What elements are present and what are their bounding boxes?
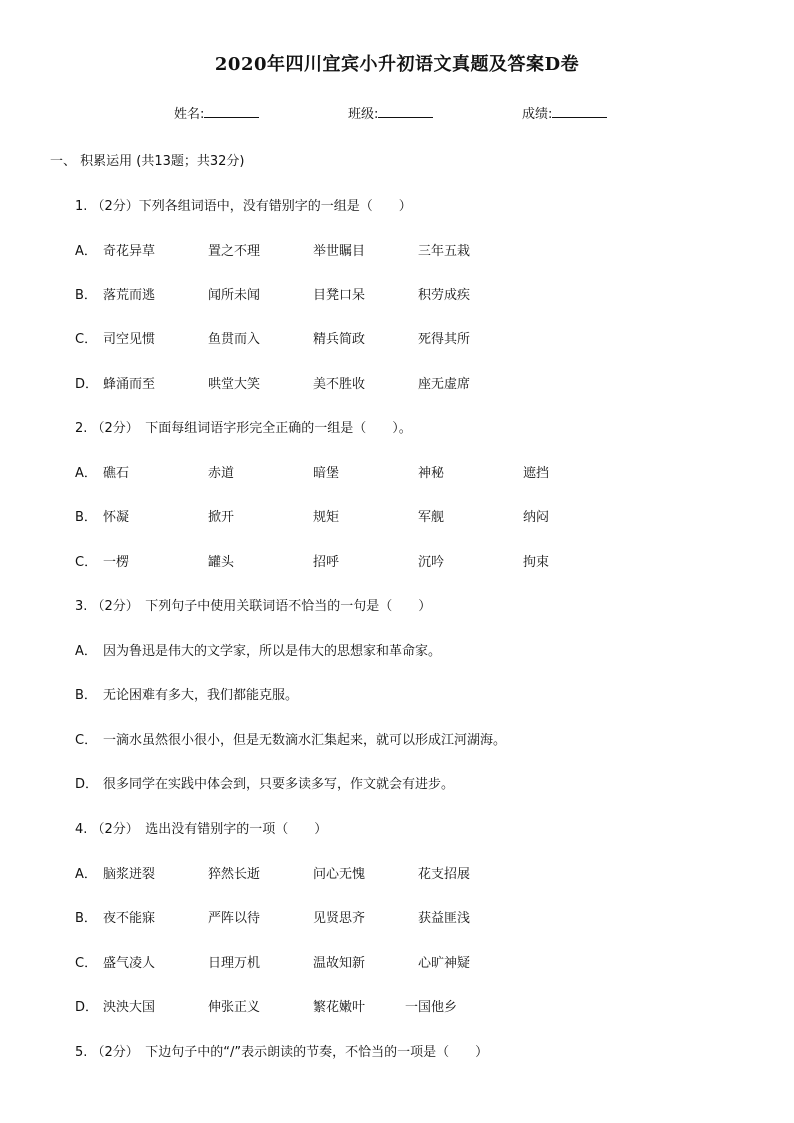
option-letter: D． <box>75 377 99 392</box>
option-letter: B． <box>75 510 97 525</box>
option-word: 遮挡 <box>523 466 550 481</box>
option-word: 精兵简政 <box>313 332 366 347</box>
option-text: 无论困难有多大，我们都能克服。 <box>103 688 299 703</box>
option-letter: B． <box>75 688 97 703</box>
option-word: 三年五栽 <box>418 244 471 259</box>
option-word: 招呼 <box>313 555 340 570</box>
name-field <box>174 103 259 122</box>
option-word: 蜂涌而至 <box>103 377 156 392</box>
score-blank[interactable] <box>552 104 607 118</box>
class-field <box>348 103 433 122</box>
option-word: 泱泱大国 <box>103 1000 156 1015</box>
option-word: 军舰 <box>418 510 445 525</box>
option-letter: D． <box>75 777 99 792</box>
score-label: 成绩: <box>522 107 553 122</box>
question-3-stem: 3. （2分） 下列句子中使用关联词语不恰当的一句是（ ） <box>75 599 432 614</box>
option-word: 脑浆迸裂 <box>103 867 156 882</box>
option-word: 美不胜收 <box>313 377 366 392</box>
option-letter: A． <box>75 466 97 481</box>
option-word: 拘束 <box>523 555 550 570</box>
option-word: 心旷神疑 <box>418 956 471 971</box>
option-letter: A． <box>75 867 97 882</box>
option-letter: C． <box>75 332 98 347</box>
option-word: 死得其所 <box>418 332 471 347</box>
question-1-stem: 1. （2分）下列各组词语中，没有错别字的一组是（ ） <box>75 199 412 214</box>
option-word: 一楞 <box>103 555 130 570</box>
option-word: 司空见惯 <box>103 332 156 347</box>
question-4-stem: 4. （2分） 选出没有错别字的一项（ ） <box>75 822 328 837</box>
option-word: 神秘 <box>418 466 445 481</box>
option-word: 盛气凌人 <box>103 956 156 971</box>
option-word: 奇花异草 <box>103 244 156 259</box>
option-word: 礁石 <box>103 466 130 481</box>
section-heading: 一、 积累运用 (共13题；共32分) <box>50 154 245 169</box>
option-word: 日理万机 <box>208 956 261 971</box>
option-word: 怀凝 <box>103 510 130 525</box>
option-word: 温故知新 <box>313 956 366 971</box>
option-word: 座无虚席 <box>418 377 471 392</box>
option-word: 花支招展 <box>418 867 471 882</box>
option-word: 举世瞩目 <box>313 244 366 259</box>
option-text: 因为鲁迅是伟大的文学家，所以是伟大的思想家和革命家。 <box>103 644 442 659</box>
option-word: 哄堂大笑 <box>208 377 261 392</box>
option-letter: A． <box>75 644 97 659</box>
class-label: 班级: <box>348 107 379 122</box>
question-5-stem: 5. （2分） 下边句子中的“/”表示朗读的节奏，不恰当的一项是（ ） <box>75 1045 489 1060</box>
name-label: 姓名: <box>174 107 205 122</box>
option-word: 夜不能寐 <box>103 911 156 926</box>
option-text: 一滴水虽然很小很小，但是无数滴水汇集起来，就可以形成江河湖海。 <box>103 733 507 748</box>
option-word: 掀开 <box>208 510 235 525</box>
option-word: 获益匪浅 <box>418 911 471 926</box>
option-word: 落荒而逃 <box>103 288 156 303</box>
option-word: 赤道 <box>208 466 235 481</box>
option-word: 鱼贯而入 <box>208 332 261 347</box>
option-word: 目凳口呆 <box>313 288 366 303</box>
option-letter: B． <box>75 288 97 303</box>
option-word: 问心无愧 <box>313 867 366 882</box>
student-info-row <box>0 103 794 123</box>
option-word: 暗堡 <box>313 466 340 481</box>
option-word: 猝然长逝 <box>208 867 261 882</box>
option-word: 纳闷 <box>523 510 550 525</box>
option-letter: C． <box>75 956 98 971</box>
name-blank[interactable] <box>204 104 259 118</box>
option-word: 积劳成疾 <box>418 288 471 303</box>
question-2-stem: 2. （2分） 下面每组词语字形完全正确的一组是（ ）。 <box>75 421 412 436</box>
option-letter: D． <box>75 1000 99 1015</box>
option-text: 很多同学在实践中体会到，只要多读多写，作文就会有进步。 <box>103 777 455 792</box>
option-word: 伸张正义 <box>208 1000 261 1015</box>
option-word: 严阵以待 <box>208 911 261 926</box>
option-word: 闻所未闻 <box>208 288 261 303</box>
option-word: 见贤思齐 <box>313 911 366 926</box>
option-word: 一国他乡 <box>405 1000 458 1015</box>
option-letter: A． <box>75 244 97 259</box>
option-letter: C． <box>75 555 98 570</box>
page-title: 2020年四川宜宾小升初语文真题及答案D卷 <box>214 54 580 75</box>
option-word: 置之不理 <box>208 244 261 259</box>
class-blank[interactable] <box>378 104 433 118</box>
option-letter: B． <box>75 911 97 926</box>
option-letter: C． <box>75 733 98 748</box>
option-word: 沉吟 <box>418 555 445 570</box>
option-word: 繁花嫩叶 <box>313 1000 366 1015</box>
option-word: 规矩 <box>313 510 340 525</box>
score-field <box>522 103 607 122</box>
option-word: 罐头 <box>208 555 235 570</box>
